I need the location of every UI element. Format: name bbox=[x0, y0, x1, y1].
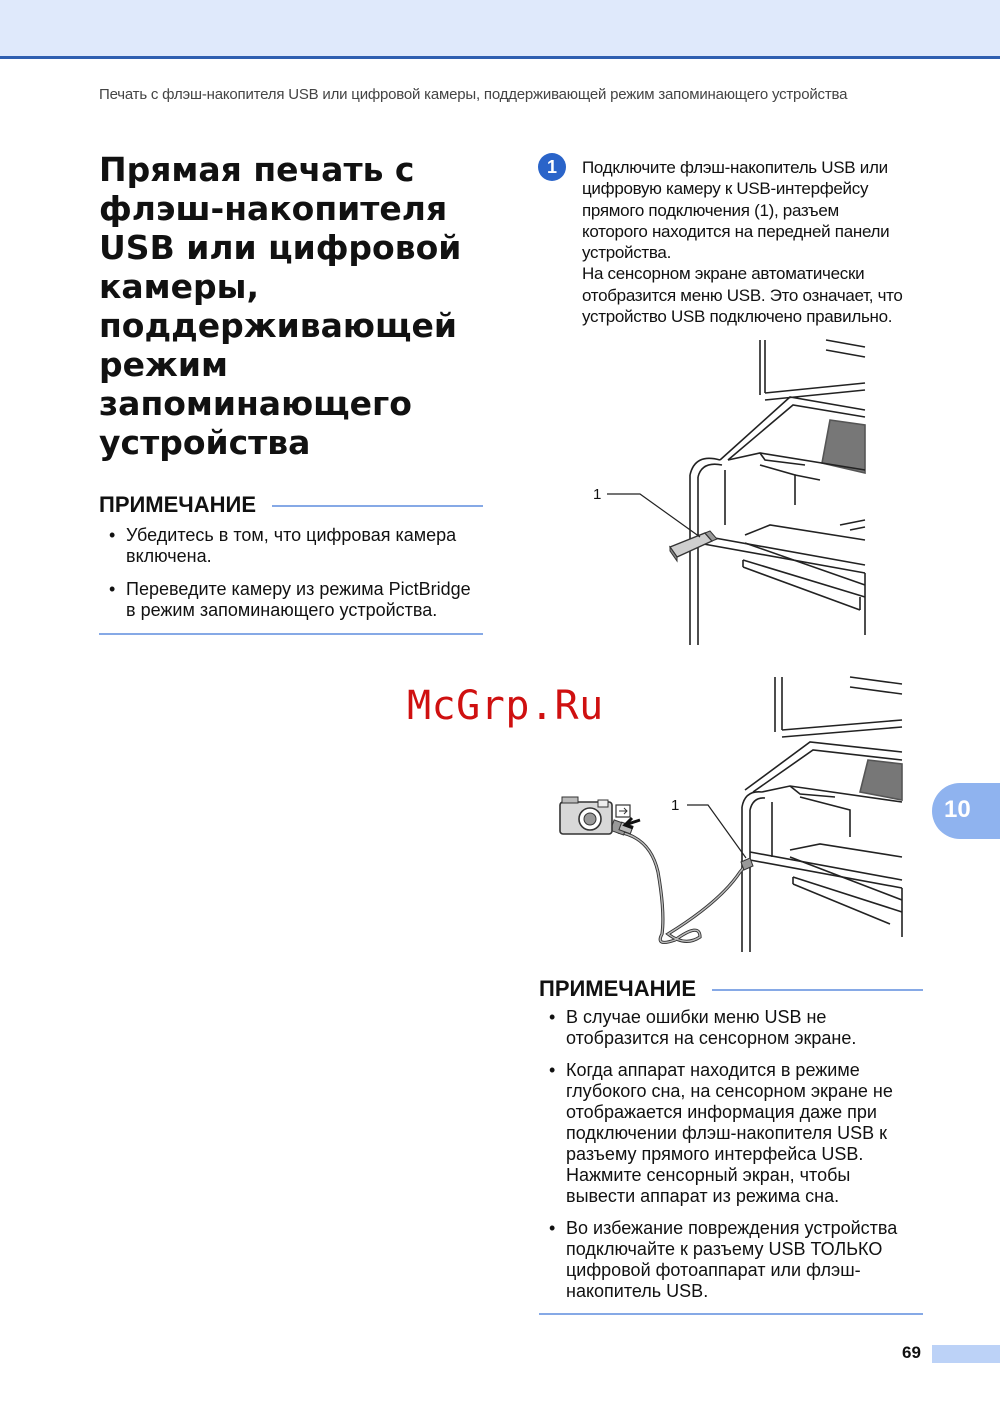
top-header-band bbox=[0, 0, 1000, 59]
usb-stick-icon bbox=[670, 531, 717, 561]
running-header: Печать с флэш-накопителя USB или цифровой камеры, поддерживающей режим запоминающего устройства bbox=[99, 86, 848, 103]
title-line: камеры, bbox=[99, 267, 260, 306]
title-line: флэш-накопителя bbox=[99, 189, 448, 228]
step-line: прямого подключения (1), разъем bbox=[582, 200, 839, 220]
note-list bbox=[99, 525, 483, 621]
note-item: • Убедитесь в том, что цифровая камера включена. bbox=[99, 525, 483, 567]
step-line: устройство USB подключено правильно. bbox=[582, 307, 893, 327]
page-title bbox=[99, 150, 479, 462]
step-line: На сенсорном экране автоматически bbox=[582, 264, 865, 284]
usb-flash-illustration bbox=[560, 335, 880, 655]
note-bottom-rule bbox=[99, 633, 483, 635]
note-rule bbox=[272, 505, 483, 507]
step-line: цифровую камеру к USB-интерфейсу bbox=[582, 179, 869, 199]
note-bottom-rule bbox=[539, 1313, 923, 1315]
camera-icon bbox=[560, 797, 612, 834]
note-heading: ПРИМЕЧАНИЕ bbox=[539, 976, 697, 1001]
note-rule bbox=[712, 989, 923, 991]
title-line: запоминающего bbox=[99, 384, 412, 423]
note-box-bottom bbox=[539, 976, 923, 1315]
note-item: • В случае ошибки меню USB не отобразится на сенсорном экране. bbox=[539, 1007, 923, 1049]
watermark: McGrp.Ru bbox=[407, 683, 604, 729]
title-line: USB или цифровой bbox=[99, 228, 462, 267]
camera-connection-illustration bbox=[550, 672, 910, 957]
page-number-bar bbox=[932, 1345, 1000, 1363]
note-box-top bbox=[99, 492, 483, 635]
title-line: режим bbox=[99, 345, 228, 384]
note-item: • Когда аппарат находится в режиме глубокого сна, на сенсорном экране не отображается информация даже при подключении флэш-накопителя USB к разъему прямого интерфейса USB. Нажмите сенсорный экран, чтобы вывести аппарат из режима сна. bbox=[539, 1060, 923, 1207]
chapter-number: 10 bbox=[944, 796, 971, 823]
note-heading: ПРИМЕЧАНИЕ bbox=[99, 492, 257, 517]
note-item: • Переведите камеру из режима PictBridge в режим запоминающего устройства. bbox=[99, 579, 483, 621]
arrow-icon bbox=[625, 818, 640, 828]
step-line: которого находится на передней панели bbox=[582, 221, 890, 241]
step-line: Подключите флэш-накопитель USB или bbox=[582, 158, 888, 177]
step-line: отобразится меню USB. Это означает, что bbox=[582, 285, 903, 305]
step-line: устройства. bbox=[582, 243, 672, 263]
note-item: • Во избежание повреждения устройства подключайте к разъему USB ТОЛЬКО цифровой фотоаппарат или флэш-накопитель USB. bbox=[539, 1218, 923, 1302]
note-heading-row bbox=[99, 492, 483, 518]
page-number: 69 bbox=[902, 1343, 921, 1362]
step-instructions bbox=[582, 157, 932, 327]
usb-callout-label: 1 bbox=[593, 486, 602, 503]
step-number-badge: 1 bbox=[538, 153, 566, 181]
title-line: поддерживающей bbox=[99, 306, 457, 345]
usb-symbol-icon bbox=[616, 805, 630, 817]
title-line: Прямая печать с bbox=[99, 150, 415, 189]
note-heading-row bbox=[539, 976, 923, 1002]
camera-callout-label: 1 bbox=[671, 797, 680, 814]
title-line: устройства bbox=[99, 423, 311, 462]
note-list bbox=[539, 1007, 923, 1302]
